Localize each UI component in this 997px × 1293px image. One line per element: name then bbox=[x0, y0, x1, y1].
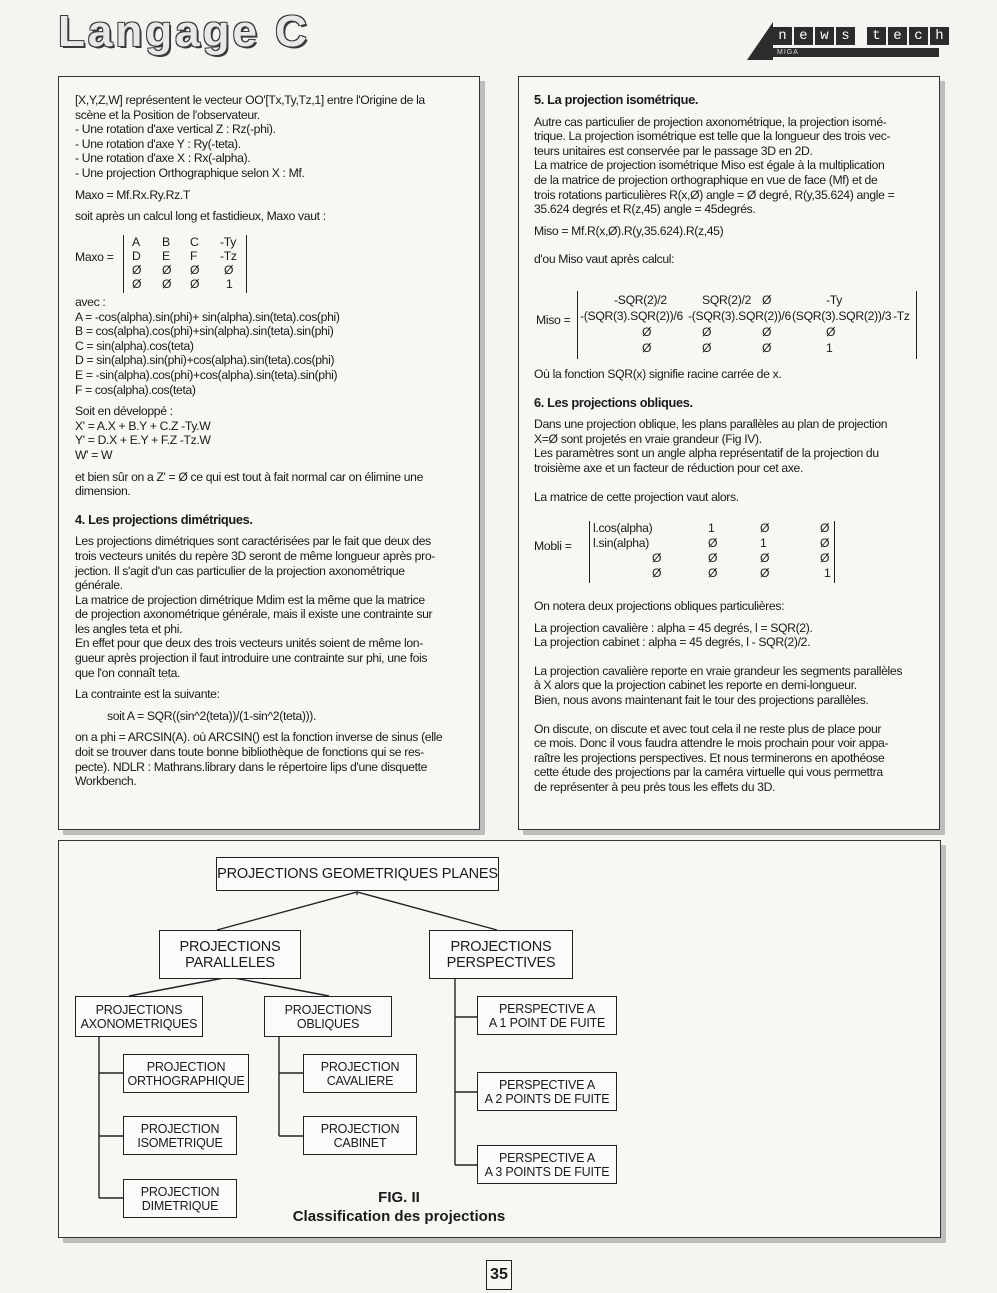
text-line: La projection cavalière reporte en vraie grandeur les segments parallèles bbox=[534, 663, 903, 678]
text-line: trique. La projection isométrique est telle que la longueur des trois vec- bbox=[534, 129, 891, 144]
page-number: 35 bbox=[486, 1260, 512, 1290]
section-6 bbox=[534, 367, 929, 504]
text-line: Soit en développé : bbox=[75, 404, 173, 419]
text-line: La matrice de projection isométrique Miso est égale à la multiplication bbox=[534, 158, 885, 173]
text-line: - Une rotation d'axe vertical Z : Rz(-phi). bbox=[75, 122, 276, 137]
text-line: gueur après projection il faut introduire une contrainte sur phi, une fois bbox=[75, 651, 428, 666]
mobli-label: Mobli = bbox=[534, 539, 572, 553]
node-isometrique bbox=[123, 1116, 237, 1155]
text-line: D = sin(alpha).sin(phi)+cos(alpha).sin(teta).cos(phi) bbox=[75, 353, 335, 368]
matrix-cell: 1 bbox=[226, 277, 233, 291]
node-root bbox=[216, 857, 499, 891]
node-obliques bbox=[264, 996, 392, 1037]
oblique-notes bbox=[534, 599, 929, 795]
constraint-formula: soit A = SQR((sin^2(teta))/(1-sin^2(teta))). bbox=[107, 708, 317, 723]
figure-caption bbox=[269, 1188, 529, 1226]
matrix-cell: Ø bbox=[762, 341, 772, 355]
matrix-cell: -SQR(2)/2 bbox=[614, 293, 667, 307]
matrix-cell: Ø bbox=[162, 277, 172, 291]
text-line: que l'on connaît teta. bbox=[75, 665, 181, 680]
matrix-cell: Ø bbox=[760, 521, 770, 535]
text-line: W' = W bbox=[75, 447, 113, 462]
text-line: [X,Y,Z,W] représentent le vecteur OO'[Tx,Ty,Tz,1] entre l'Origine de la bbox=[75, 93, 425, 107]
matrix-cell: Ø bbox=[642, 325, 652, 339]
text-line: trois vecteurs unités du repère 3D seront de même longueur après pro- bbox=[75, 548, 435, 563]
node-label: PROJECTIONS PERSPECTIVES bbox=[446, 938, 556, 971]
matrix-cell: D bbox=[132, 249, 141, 263]
node-label: PERSPECTIVE A A 1 POINT DE FUITE bbox=[488, 1001, 606, 1030]
matrix-cell: -Tz bbox=[220, 249, 237, 263]
matrix-cell: Ø bbox=[760, 566, 770, 580]
text-line: Y' = D.X + E.Y + F.Z -Tz.W bbox=[75, 433, 211, 448]
figure-number: FIG. II bbox=[378, 1189, 420, 1206]
section-5-heading: 5. La projection isométrique. bbox=[534, 92, 699, 107]
matrix-cell: Ø bbox=[652, 551, 662, 565]
node-perspective-3 bbox=[477, 1145, 617, 1184]
node-axonometriques bbox=[75, 996, 203, 1037]
matrix-cell: Ø bbox=[132, 263, 142, 277]
text-line: dimension. bbox=[75, 484, 131, 499]
node-label: PROJECTIONS GEOMETRIQUES PLANES bbox=[217, 866, 498, 882]
matrix-cell: Ø bbox=[760, 551, 770, 565]
text-line: de représenter à peu près tous les effets du 3D. bbox=[534, 779, 776, 794]
text-line: - Une rotation d'axe X : Rx(-alpha). bbox=[75, 151, 251, 166]
left-column bbox=[58, 76, 480, 830]
text-line: jection. Il s'agit d'un cas particulier de la projection axonométrique bbox=[75, 563, 405, 578]
text-line: Les projections dimétriques sont caractérisées par le fait que deux des bbox=[75, 534, 431, 549]
node-label: PROJECTIONS AXONOMETRIQUES bbox=[80, 1002, 198, 1031]
matrix-cell: E bbox=[162, 249, 170, 263]
matrix-cell: Ø bbox=[820, 536, 830, 550]
logo-subtitle: MIGA bbox=[773, 48, 939, 57]
text-line: pecte). NDLR : Mathrans.library dans le répertoire lips d'une disquette bbox=[75, 759, 428, 774]
text-line: 35.624 degrés et R(z,45) angle = 45degrés. bbox=[534, 202, 756, 217]
matrix-cell: -Tz bbox=[893, 309, 910, 323]
text-line: En effet pour que deux des trois vecteurs unités soient de même lon- bbox=[75, 636, 423, 651]
node-label: PROJECTION CAVALIERE bbox=[320, 1059, 400, 1088]
matrix-cell: Ø bbox=[826, 325, 836, 339]
text-line: B = cos(alpha).cos(phi)+sin(alpha).sin(teta).sin(phi) bbox=[75, 324, 334, 339]
logo-char: w bbox=[815, 27, 834, 45]
text-line: on a phi = ARCSIN(A). où ARCSIN() est la fonction inverse de sinus (elle bbox=[75, 730, 443, 745]
text-line: ce mois. Donc il vous faudra attendre le mois prochain pour voir appa- bbox=[534, 736, 889, 751]
classification-figure bbox=[58, 840, 941, 1238]
node-label: PERSPECTIVE A A 3 POINTS DE FUITE bbox=[484, 1150, 610, 1179]
section-4-heading: 4. Les projections dimétriques. bbox=[75, 511, 253, 527]
matrix-cell: Ø bbox=[652, 566, 662, 580]
text-line: Dans une projection oblique, les plans parallèles au plan de projection bbox=[534, 417, 888, 432]
matrix-cell: -Ty bbox=[220, 235, 237, 249]
text-line: avec : bbox=[75, 295, 106, 309]
node-paralleles bbox=[159, 930, 301, 979]
matrix-cell: 1 bbox=[760, 536, 767, 550]
text-line: les angles teta et phi. bbox=[75, 621, 183, 636]
logo-char: n bbox=[773, 27, 792, 45]
matrix-cell: l.cos(alpha) bbox=[593, 521, 653, 535]
text-line: La projection cavalière : alpha = 45 degrés, l = SQR(2). bbox=[534, 620, 813, 635]
matrix-cell: (SQR(3).SQR(2))/3 bbox=[792, 309, 892, 323]
mobli-matrix bbox=[589, 521, 835, 583]
text-line: et bien sûr on a Z' = Ø ce qui est tout à fait normal car on élimine une bbox=[75, 469, 424, 484]
matrix-cell: Ø bbox=[762, 325, 772, 339]
matrix-cell: Ø bbox=[762, 293, 772, 307]
text-line: cette étude des projections par la caméra virtuelle qui vous permettra bbox=[534, 765, 883, 780]
text-line: A = -cos(alpha).sin(phi)+ sin(alpha).sin(teta).cos(phi) bbox=[75, 309, 340, 324]
matrix-cell: Ø bbox=[708, 566, 718, 580]
node-label: PROJECTIONS PARALLELES bbox=[179, 938, 281, 971]
text-line: Les paramètres sont un angle alpha représentatif de la projection du bbox=[534, 446, 879, 461]
section-6-heading: 6. Les projections obliques. bbox=[534, 394, 693, 410]
matrix-cell: B bbox=[162, 235, 170, 249]
logo-char: s bbox=[836, 27, 855, 45]
text-line: F = cos(alpha).cos(teta) bbox=[75, 382, 196, 397]
text-line: La contrainte est la suivante: bbox=[75, 687, 220, 702]
matrix-cell: F bbox=[190, 249, 198, 263]
news-tech-logo bbox=[747, 22, 944, 60]
matrix-cell: -(SQR(3).SQR(2))/6 bbox=[580, 309, 683, 323]
text-line: On discute, on discute et avec tout cela il ne reste plus de place pour bbox=[534, 721, 882, 736]
matrix-cell: 1 bbox=[824, 566, 831, 580]
text-line: - Une rotation d'axe Y : Ry(-teta). bbox=[75, 136, 241, 151]
maxo-intro: soit après un calcul long et fastidieux, Maxo vaut : bbox=[75, 209, 326, 224]
matrix-cell: Ø bbox=[190, 263, 200, 277]
text-line: C = sin(alpha).cos(teta) bbox=[75, 338, 194, 353]
text-line: On notera deux projections obliques particulières: bbox=[534, 599, 785, 613]
sqr-note: Où la fonction SQR(x) signifie racine carrée de x. bbox=[534, 367, 782, 381]
miso-intro: d'ou Miso vaut après calcul: bbox=[534, 252, 675, 267]
matrix-cell: SQR(2)/2 bbox=[702, 293, 752, 307]
logo-char: t bbox=[867, 27, 886, 45]
miso-formula: Miso = Mf.R(x,Ø).R(y,35.624).R(z,45) bbox=[534, 223, 724, 238]
node-label: PROJECTION DIMETRIQUE bbox=[140, 1184, 220, 1213]
matrix-cell: -(SQR(3).SQR(2))/6 bbox=[688, 309, 791, 323]
matrix-cell: Ø bbox=[642, 341, 652, 355]
text-line: scène et la Position de l'observateur. bbox=[75, 107, 260, 122]
text-line: - Une projection Orthographique selon X : Mf. bbox=[75, 165, 305, 180]
matrix-cell: Ø bbox=[132, 277, 142, 291]
node-perspective-2 bbox=[477, 1072, 617, 1111]
matrix-cell: Ø bbox=[820, 551, 830, 565]
matrix-cell: l.sin(alpha) bbox=[593, 536, 650, 550]
text-line: La matrice de projection dimétrique Mdim est la même que la matrice bbox=[75, 592, 425, 607]
matrix-cell: 1 bbox=[708, 521, 715, 535]
matrix-cell: Ø bbox=[702, 325, 712, 339]
maxo-label: Maxo = bbox=[75, 250, 114, 264]
miso-matrix bbox=[577, 291, 917, 359]
miso-label: Miso = bbox=[536, 313, 571, 327]
intro-text bbox=[75, 93, 470, 224]
text-line: teurs unitaires est conservée par le passage 3D en 2D. bbox=[534, 143, 813, 158]
node-orthographique bbox=[123, 1054, 249, 1093]
maxo-formula: Maxo = Mf.Rx.Ry.Rz.T bbox=[75, 187, 190, 202]
matrix-cell: Ø bbox=[190, 277, 200, 291]
right-column bbox=[518, 76, 940, 830]
logo-char: h bbox=[930, 27, 949, 45]
node-cabinet bbox=[303, 1116, 417, 1155]
text-line: générale. bbox=[75, 578, 123, 593]
section-5 bbox=[534, 93, 929, 267]
matrix-cell: -Ty bbox=[826, 293, 843, 307]
figure-title: Classification des projections bbox=[292, 1208, 506, 1225]
text-line: X=Ø sont projetés en vraie grandeur (Fig IV). bbox=[534, 431, 762, 446]
node-dimetrique bbox=[123, 1179, 237, 1218]
matrix-cell: C bbox=[190, 235, 199, 249]
node-perspectives bbox=[429, 930, 573, 979]
coefficients-text bbox=[75, 295, 470, 789]
text-line: E = -sin(alpha).cos(phi)+cos(alpha).sin(teta).sin(phi) bbox=[75, 367, 338, 382]
node-label: PROJECTIONS OBLIQUES bbox=[284, 1002, 372, 1031]
node-cavaliere bbox=[303, 1054, 417, 1093]
text-line: X' = A.X + B.Y + C.Z -Ty.W bbox=[75, 418, 211, 433]
text-line: Autre cas particulier de projection axonométrique, la projection isomé- bbox=[534, 114, 887, 129]
logo-char: e bbox=[794, 27, 813, 45]
mobli-intro: La matrice de cette projection vaut alors. bbox=[534, 489, 739, 504]
node-label: PROJECTION ISOMETRIQUE bbox=[137, 1121, 223, 1150]
node-label: PROJECTION CABINET bbox=[320, 1121, 400, 1150]
text-line: trois rotations particulières R(x,Ø) angle = Ø degré, R(y,35.624) angle = bbox=[534, 187, 895, 202]
text-line: La projection cabinet : alpha = 45 degrés, l - SQR(2)/2. bbox=[534, 635, 811, 650]
maxo-matrix bbox=[123, 235, 247, 293]
matrix-cell: Ø bbox=[820, 521, 830, 535]
text-line: raître les projections perspectives. Et nous terminerons en apothéose bbox=[534, 750, 885, 765]
text-line: Workbench. bbox=[75, 774, 137, 789]
matrix-cell: Ø bbox=[224, 263, 234, 277]
matrix-cell: A bbox=[132, 235, 140, 249]
text-line: à X alors que la projection cabinet les reporte en demi-longueur. bbox=[534, 678, 857, 693]
text-line: de projection axonométrique générale, mais il existe une contrainte sur bbox=[75, 607, 433, 622]
node-perspective-1 bbox=[477, 996, 617, 1035]
node-label: PROJECTION ORTHOGRAPHIQUE bbox=[127, 1059, 245, 1088]
page-header-title: Langage C bbox=[58, 7, 310, 56]
logo-char: e bbox=[888, 27, 907, 45]
matrix-cell: Ø bbox=[162, 263, 172, 277]
matrix-cell: 1 bbox=[826, 341, 833, 355]
matrix-cell: Ø bbox=[702, 341, 712, 355]
text-line: Bien, nous avons maintenant fait le tour des projections parallèles. bbox=[534, 692, 869, 707]
text-line: doit se trouver dans toute bonne bibliothèque de fonctions qui se res- bbox=[75, 745, 424, 760]
text-line: troisième axe et un facteur de réduction pour cet axe. bbox=[534, 460, 804, 475]
matrix-cell: Ø bbox=[708, 536, 718, 550]
logo-char: c bbox=[909, 27, 928, 45]
node-label: PERSPECTIVE A A 2 POINTS DE FUITE bbox=[484, 1077, 610, 1106]
matrix-cell: Ø bbox=[708, 551, 718, 565]
text-line: de la matrice de projection orthographique en vue de face (Mf) et de bbox=[534, 172, 878, 187]
